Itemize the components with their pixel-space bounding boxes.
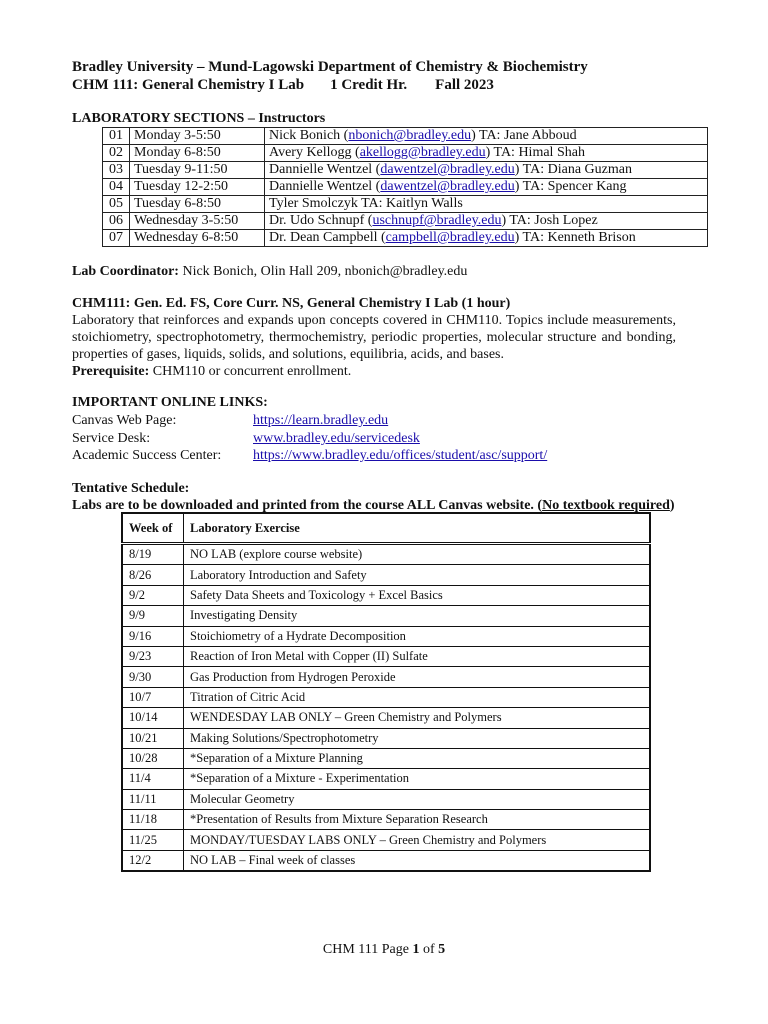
week-date: 9/2	[122, 585, 184, 605]
section-row	[103, 213, 708, 230]
credit-hours: 1 Credit Hr.	[330, 77, 408, 93]
week-date: 12/2	[122, 850, 184, 871]
footer-prefix: CHM 111 Page	[322, 942, 413, 957]
section-instructor-cell	[265, 230, 708, 247]
section-row	[103, 230, 708, 247]
footer-of: of	[419, 942, 439, 957]
instructor-name: Dannielle Wentzel (	[269, 162, 381, 177]
lab-exercise: Titration of Citric Acid	[184, 687, 651, 707]
schedule-row	[122, 544, 650, 565]
prerequisite	[72, 363, 676, 380]
section-instructor-cell	[265, 196, 708, 213]
schedule-header-row	[122, 513, 650, 544]
teaching-assistant: ) TA: Diana Guzman	[514, 162, 632, 177]
lab-exercise: MONDAY/TUESDAY LABS ONLY – Green Chemistry and Polymers	[184, 830, 651, 850]
prerequisite-value: CHM110 or concurrent enrollment.	[149, 364, 352, 379]
document-header	[72, 58, 676, 94]
canvas-link[interactable]: https://learn.bradley.edu	[253, 413, 389, 428]
lab-exercise: Reaction of Iron Metal with Copper (II) Sulfate	[184, 646, 651, 666]
week-date: 11/18	[122, 810, 184, 830]
schedule-note-close: )	[669, 498, 675, 513]
course-description: Laboratory that reinforces and expands upon concepts covered in CHM110. Topics include measurements, stoichiometry, spectrophotometry, thermochemistry, periodic properties, molecular structure and bonding, properties of gases, liquids, solids, and solutions, equilibria, acids, and bases.	[72, 313, 676, 362]
lab-exercise: Investigating Density	[184, 606, 651, 626]
schedule-row	[122, 728, 650, 748]
week-date: 10/21	[122, 728, 184, 748]
week-date: 8/26	[122, 565, 184, 585]
sections-title: LABORATORY SECTIONS – Instructors	[72, 111, 326, 126]
instructor-email-link[interactable]: akellogg@bradley.edu	[359, 145, 486, 160]
section-time: Wednesday 3-5:50	[130, 213, 265, 230]
section-instructor-cell	[265, 179, 708, 196]
schedule-heading	[72, 480, 676, 514]
week-date: 9/16	[122, 626, 184, 646]
prerequisite-label: Prerequisite:	[72, 364, 150, 379]
schedule-note-text: Labs are to be downloaded and printed from the course ALL Canvas website. (	[72, 498, 543, 513]
instructor-email-link[interactable]: uschnupf@bradley.edu	[372, 213, 502, 228]
section-time: Tuesday 6-8:50	[130, 196, 265, 213]
schedule-table	[121, 512, 651, 872]
lab-coordinator	[72, 263, 676, 280]
instructor-email-link[interactable]: dawentzel@bradley.edu	[380, 162, 515, 177]
coordinator-label: Lab Coordinator:	[72, 264, 179, 279]
section-row	[103, 145, 708, 162]
lab-exercise: Making Solutions/Spectrophotometry	[184, 728, 651, 748]
lab-exercise: Gas Production from Hydrogen Peroxide	[184, 667, 651, 687]
section-time: Tuesday 12-2:50	[130, 179, 265, 196]
section-row	[103, 128, 708, 145]
lab-exercise: Laboratory Introduction and Safety	[184, 565, 651, 585]
link-row-canvas	[72, 412, 388, 429]
page-total: 5	[438, 942, 446, 957]
section-time: Tuesday 9-11:50	[130, 162, 265, 179]
schedule-row	[122, 789, 650, 809]
week-date: 9/30	[122, 667, 184, 687]
section-instructor-cell	[265, 162, 708, 179]
teaching-assistant: ) TA: Himal Shah	[485, 145, 585, 160]
schedule-row	[122, 810, 650, 830]
schedule-row	[122, 646, 650, 666]
section-time: Wednesday 6-8:50	[130, 230, 265, 247]
schedule-row	[122, 585, 650, 605]
section-time: Monday 3-5:50	[130, 128, 265, 145]
teaching-assistant: ) TA: Jane Abboud	[471, 128, 577, 143]
teaching-assistant: ) TA: Josh Lopez	[501, 213, 598, 228]
week-date: 11/25	[122, 830, 184, 850]
course-line	[72, 76, 676, 94]
section-row	[103, 179, 708, 196]
section-instructor-cell	[265, 213, 708, 230]
instructor-name: Dannielle Wentzel (	[269, 179, 381, 194]
section-instructor-cell	[265, 145, 708, 162]
academic-success-link[interactable]: https://www.bradley.edu/offices/student/asc/support/	[253, 448, 548, 463]
schedule-row	[122, 687, 650, 707]
instructor-name: Tyler Smolczyk TA: Kaitlyn Walls	[269, 196, 463, 211]
schedule-row	[122, 850, 650, 871]
week-date: 10/14	[122, 708, 184, 728]
schedule-row	[122, 565, 650, 585]
section-number: 04	[103, 179, 130, 196]
course-title: CHM111: Gen. Ed. FS, Core Curr. NS, General Chemistry I Lab (1 hour)	[72, 296, 511, 311]
schedule-row	[122, 667, 650, 687]
week-date: 9/23	[122, 646, 184, 666]
section-instructor-cell	[265, 128, 708, 145]
schedule-row	[122, 830, 650, 850]
teaching-assistant: ) TA: Spencer Kang	[514, 179, 627, 194]
week-date: 9/9	[122, 606, 184, 626]
instructor-email-link[interactable]: nbonich@bradley.edu	[348, 128, 472, 143]
coordinator-value: Nick Bonich, Olin Hall 209, nbonich@bradley.edu	[178, 264, 468, 279]
schedule-row	[122, 769, 650, 789]
week-date: 10/28	[122, 748, 184, 768]
exercise-column-header: Laboratory Exercise	[184, 513, 651, 544]
course-description-block	[72, 295, 676, 380]
instructor-name: Nick Bonich (	[269, 128, 349, 143]
section-number: 02	[103, 145, 130, 162]
link-label: Academic Success Center:	[72, 448, 222, 463]
lab-exercise: Stoichiometry of a Hydrate Decomposition	[184, 626, 651, 646]
page-footer	[0, 942, 768, 958]
link-row-academic-success	[72, 447, 547, 464]
section-row	[103, 162, 708, 179]
section-number: 07	[103, 230, 130, 247]
instructor-name: Dr. Dean Campbell (	[269, 230, 386, 245]
section-time: Monday 6-8:50	[130, 145, 265, 162]
term: Fall 2023	[435, 77, 494, 93]
page-number: 1	[412, 942, 420, 957]
instructor-name: Avery Kellogg (	[269, 145, 360, 160]
teaching-assistant: ) TA: Kenneth Brison	[514, 230, 636, 245]
department-line: Bradley University – Mund-Lagowski Department of Chemistry & Biochemistry	[72, 59, 588, 75]
no-textbook-note: No textbook required	[542, 498, 670, 513]
course-name: CHM 111: General Chemistry I Lab	[72, 77, 305, 93]
schedule-row	[122, 626, 650, 646]
section-number: 01	[103, 128, 130, 145]
section-number: 05	[103, 196, 130, 213]
schedule-row	[122, 748, 650, 768]
link-label: Service Desk:	[72, 431, 151, 446]
instructor-email-link[interactable]: campbell@bradley.edu	[385, 230, 515, 245]
schedule-row	[122, 708, 650, 728]
links-title: IMPORTANT ONLINE LINKS:	[72, 395, 268, 410]
link-row-service-desk	[72, 430, 420, 447]
week-date: 8/19	[122, 544, 184, 565]
section-row	[103, 196, 708, 213]
lab-exercise: WENDESDAY LAB ONLY – Green Chemistry and Polymers	[184, 708, 651, 728]
lab-exercise: NO LAB (explore course website)	[184, 544, 651, 565]
lab-exercise: NO LAB – Final week of classes	[184, 850, 651, 871]
week-date: 10/7	[122, 687, 184, 707]
lab-exercise: Safety Data Sheets and Toxicology + Excel Basics	[184, 585, 651, 605]
schedule-row	[122, 606, 650, 626]
lab-exercise: *Presentation of Results from Mixture Separation Research	[184, 810, 651, 830]
lab-exercise: *Separation of a Mixture Planning	[184, 748, 651, 768]
lab-exercise: Molecular Geometry	[184, 789, 651, 809]
week-column-header: Week of	[122, 513, 184, 544]
instructor-email-link[interactable]: dawentzel@bradley.edu	[380, 179, 515, 194]
link-label: Canvas Web Page:	[72, 413, 177, 428]
lab-exercise: *Separation of a Mixture - Experimentation	[184, 769, 651, 789]
service-desk-link[interactable]: www.bradley.edu/servicedesk	[253, 431, 420, 446]
section-number: 03	[103, 162, 130, 179]
sections-table	[102, 127, 708, 247]
week-date: 11/11	[122, 789, 184, 809]
instructor-name: Dr. Udo Schnupf (	[269, 213, 373, 228]
schedule-title: Tentative Schedule:	[72, 481, 190, 496]
week-date: 11/4	[122, 769, 184, 789]
section-number: 06	[103, 213, 130, 230]
